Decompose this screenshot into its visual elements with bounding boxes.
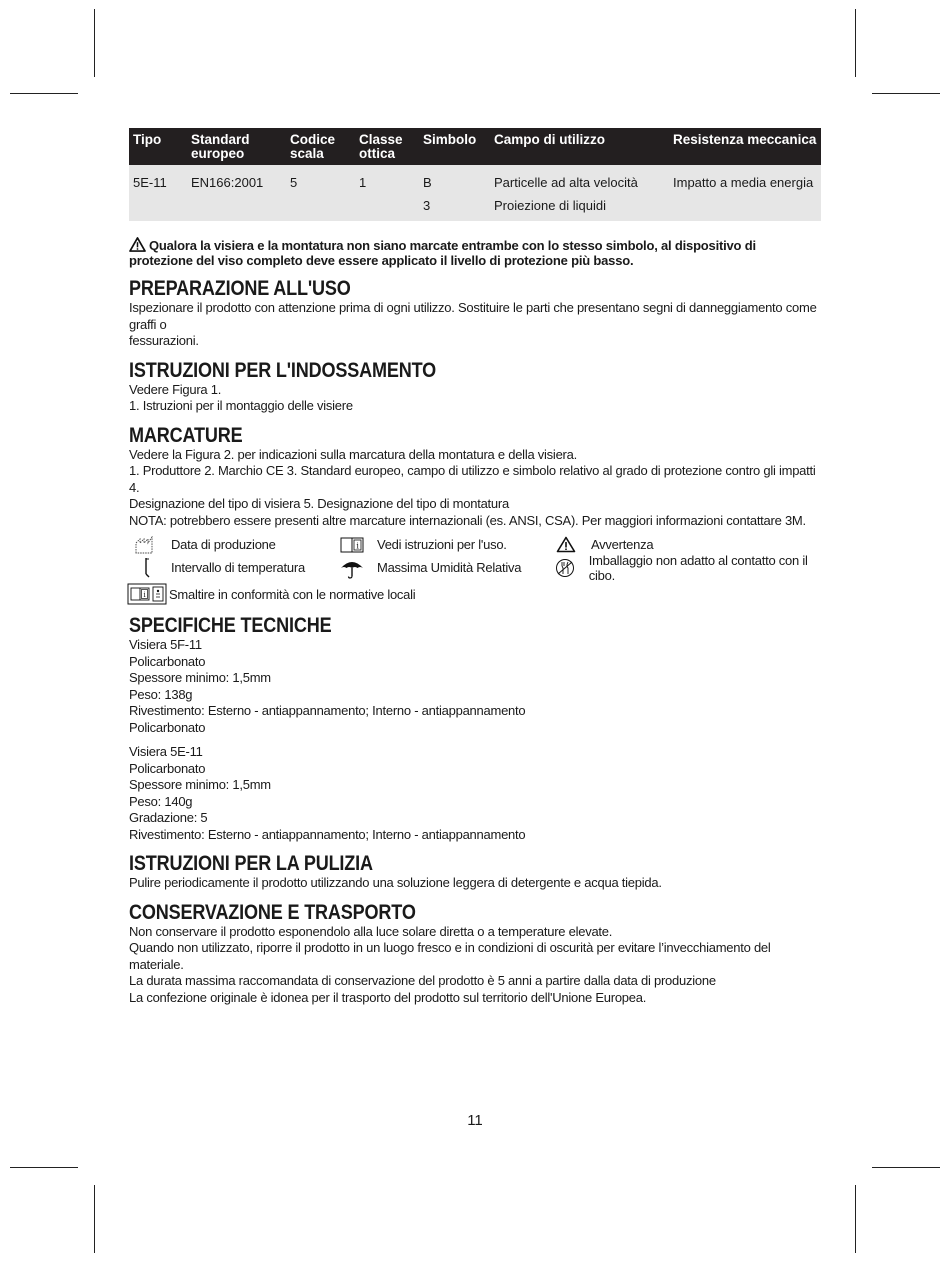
paragraph-line: Rivestimento: Esterno - antiappannamento; Interno - antiappannamento [129, 703, 526, 718]
paragraph-line: fessurazioni. [129, 333, 199, 348]
umbrella-icon [335, 558, 369, 578]
header-tipo: Tipo [129, 128, 187, 165]
paragraph-line: Vedere la Figura 2. per indicazioni sulla marcatura della montatura e della visiera. [129, 446, 577, 462]
table-row [129, 165, 821, 221]
spec-block [129, 744, 821, 843]
symbol-item: Massima Umidità Relativa [335, 556, 549, 579]
page-number: 11 [467, 1112, 483, 1129]
paragraph-line: Ispezionare il prodotto con attenzione prima di ogni utilizzo. Sostituire le parti che presentano segni di danneggiamento come graffi o [129, 300, 817, 332]
header-classe: Classe ottica [355, 128, 419, 165]
header-codice: Codice scala [286, 128, 355, 165]
paragraph-line: Designazione del tipo di visiera 5. Designazione del tipo di montatura [129, 496, 509, 511]
page-content [129, 128, 821, 1006]
svg-text:i: i [356, 541, 359, 550]
paragraph-line: Policarbonato [129, 653, 206, 669]
symbol-item: Imballaggio non adatto al contatto con il cibo. [549, 556, 821, 579]
warning-text: Qualora la visiera e la montatura non siano marcate entrambe con lo stesso simbolo, al dispositivo di protezione del viso completo deve essere applicato il livello di protezione più basso. [129, 238, 756, 268]
crop-mark [855, 9, 856, 77]
crop-mark [94, 9, 95, 77]
crop-mark [872, 1167, 940, 1168]
crop-mark [10, 1167, 78, 1168]
paragraph-line: Policarbonato [129, 760, 206, 776]
header-simbolo: Simbolo [419, 128, 490, 165]
symbol-item: i Vedi istruzioni per l'uso. [335, 533, 549, 556]
cell-simbolo: B 3 [419, 165, 490, 221]
paragraph-line: 1. Istruzioni per il montaggio delle visiere [129, 398, 353, 413]
section-indossamento [129, 360, 821, 415]
section-title: SPECIFICHE TECNICHE [129, 614, 332, 637]
table-header-row [129, 128, 821, 165]
spec-table [129, 128, 821, 221]
header-campo: Campo di utilizzo [490, 128, 669, 165]
section-title: ISTRUZIONI PER LA PULIZIA [129, 852, 373, 875]
paragraph-line: Spessore minimo: 1,5mm [129, 777, 271, 792]
paragraph-line: Rivestimento: Esterno - antiappannamento; Interno - antiappannamento [129, 826, 526, 842]
cell-resistenza: Impatto a media energia [669, 165, 821, 221]
crop-mark [10, 93, 78, 94]
paragraph-line: Policarbonato [129, 719, 206, 735]
section-specifiche [129, 615, 821, 843]
cell-codice: 5 [286, 165, 355, 221]
disposal-icon [127, 583, 167, 605]
paragraph-line: Peso: 140g [129, 793, 193, 809]
symbol-legend [129, 533, 821, 583]
not-food-safe-icon [549, 558, 581, 578]
paragraph-line: Visiera 5F-11 [129, 637, 202, 652]
section-conservazione [129, 902, 821, 1007]
warning-triangle-icon [129, 237, 146, 252]
section-pulizia [129, 853, 821, 892]
symbol-item: Data di produzione [129, 533, 335, 556]
section-title: PREPARAZIONE ALL'USO [129, 277, 351, 300]
paragraph-line: Visiera 5E-11 [129, 744, 203, 759]
section-title: ISTRUZIONI PER L'INDOSSAMENTO [129, 358, 437, 382]
cell-standard: EN166:2001 [187, 165, 286, 221]
cell-classe: 1 [355, 165, 419, 221]
crop-mark [872, 93, 940, 94]
paragraph-line: 1. Produttore 2. Marchio CE 3. Standard europeo, campo di utilizzo e simbolo relativo al grado di protezione contro gli impatti 4. [129, 463, 816, 495]
crop-mark [94, 1185, 95, 1253]
paragraph-line: Non conservare il prodotto esponendolo alla luce solare diretta o a temperature elevate. [129, 923, 613, 939]
disposal-note: i Smaltire in conformità con le normative locali [129, 583, 821, 605]
thermometer-icon [129, 558, 163, 578]
section-title: MARCATURE [129, 423, 243, 447]
symbol-item: Avvertenza [549, 533, 821, 556]
section-title: CONSERVAZIONE E TRASPORTO [129, 900, 416, 924]
paragraph-line: La confezione originale è idonea per il trasporto del prodotto sul territorio dell'Unione Europea. [129, 989, 647, 1005]
paragraph-line: Gradazione: 5 [129, 810, 208, 825]
cell-tipo: 5E-11 [129, 165, 187, 221]
spec-block [129, 637, 821, 736]
header-resistenza: Resistenza meccanica [669, 128, 821, 165]
section-marcature [129, 425, 821, 606]
paragraph-line: Peso: 138g [129, 686, 193, 702]
warning-triangle-icon [549, 535, 583, 555]
paragraph-line: Vedere Figura 1. [129, 381, 222, 397]
paragraph-line: Spessore minimo: 1,5mm [129, 670, 271, 685]
svg-text:i: i [143, 591, 146, 599]
crop-mark [855, 1185, 856, 1253]
symbol-item: Intervallo di temperatura [129, 556, 335, 579]
warning-note [129, 237, 821, 268]
paragraph-line: Pulire periodicamente il prodotto utilizzando una soluzione leggera di detergente e acqua tiepida. [129, 875, 662, 890]
section-preparazione [129, 278, 821, 350]
header-standard: Standard europeo [187, 128, 286, 165]
cell-campo: Particelle ad alta velocità Proiezione di liquidi [490, 165, 669, 221]
production-date-icon [129, 535, 163, 555]
paragraph-line: La durata massima raccomandata di conservazione del prodotto è 5 anni a partire dalla data di produzione [129, 973, 716, 988]
paragraph-line: Quando non utilizzato, riporre il prodotto in un luogo fresco e in condizioni di oscurità per evitare l’invecchiamento del materiale. [129, 940, 771, 972]
paragraph-line: NOTA: potrebbero essere presenti altre marcature internazionali (es. ANSI, CSA). Per maggiori informazioni contattare 3M. [129, 512, 806, 528]
instructions-book-icon [335, 535, 369, 555]
